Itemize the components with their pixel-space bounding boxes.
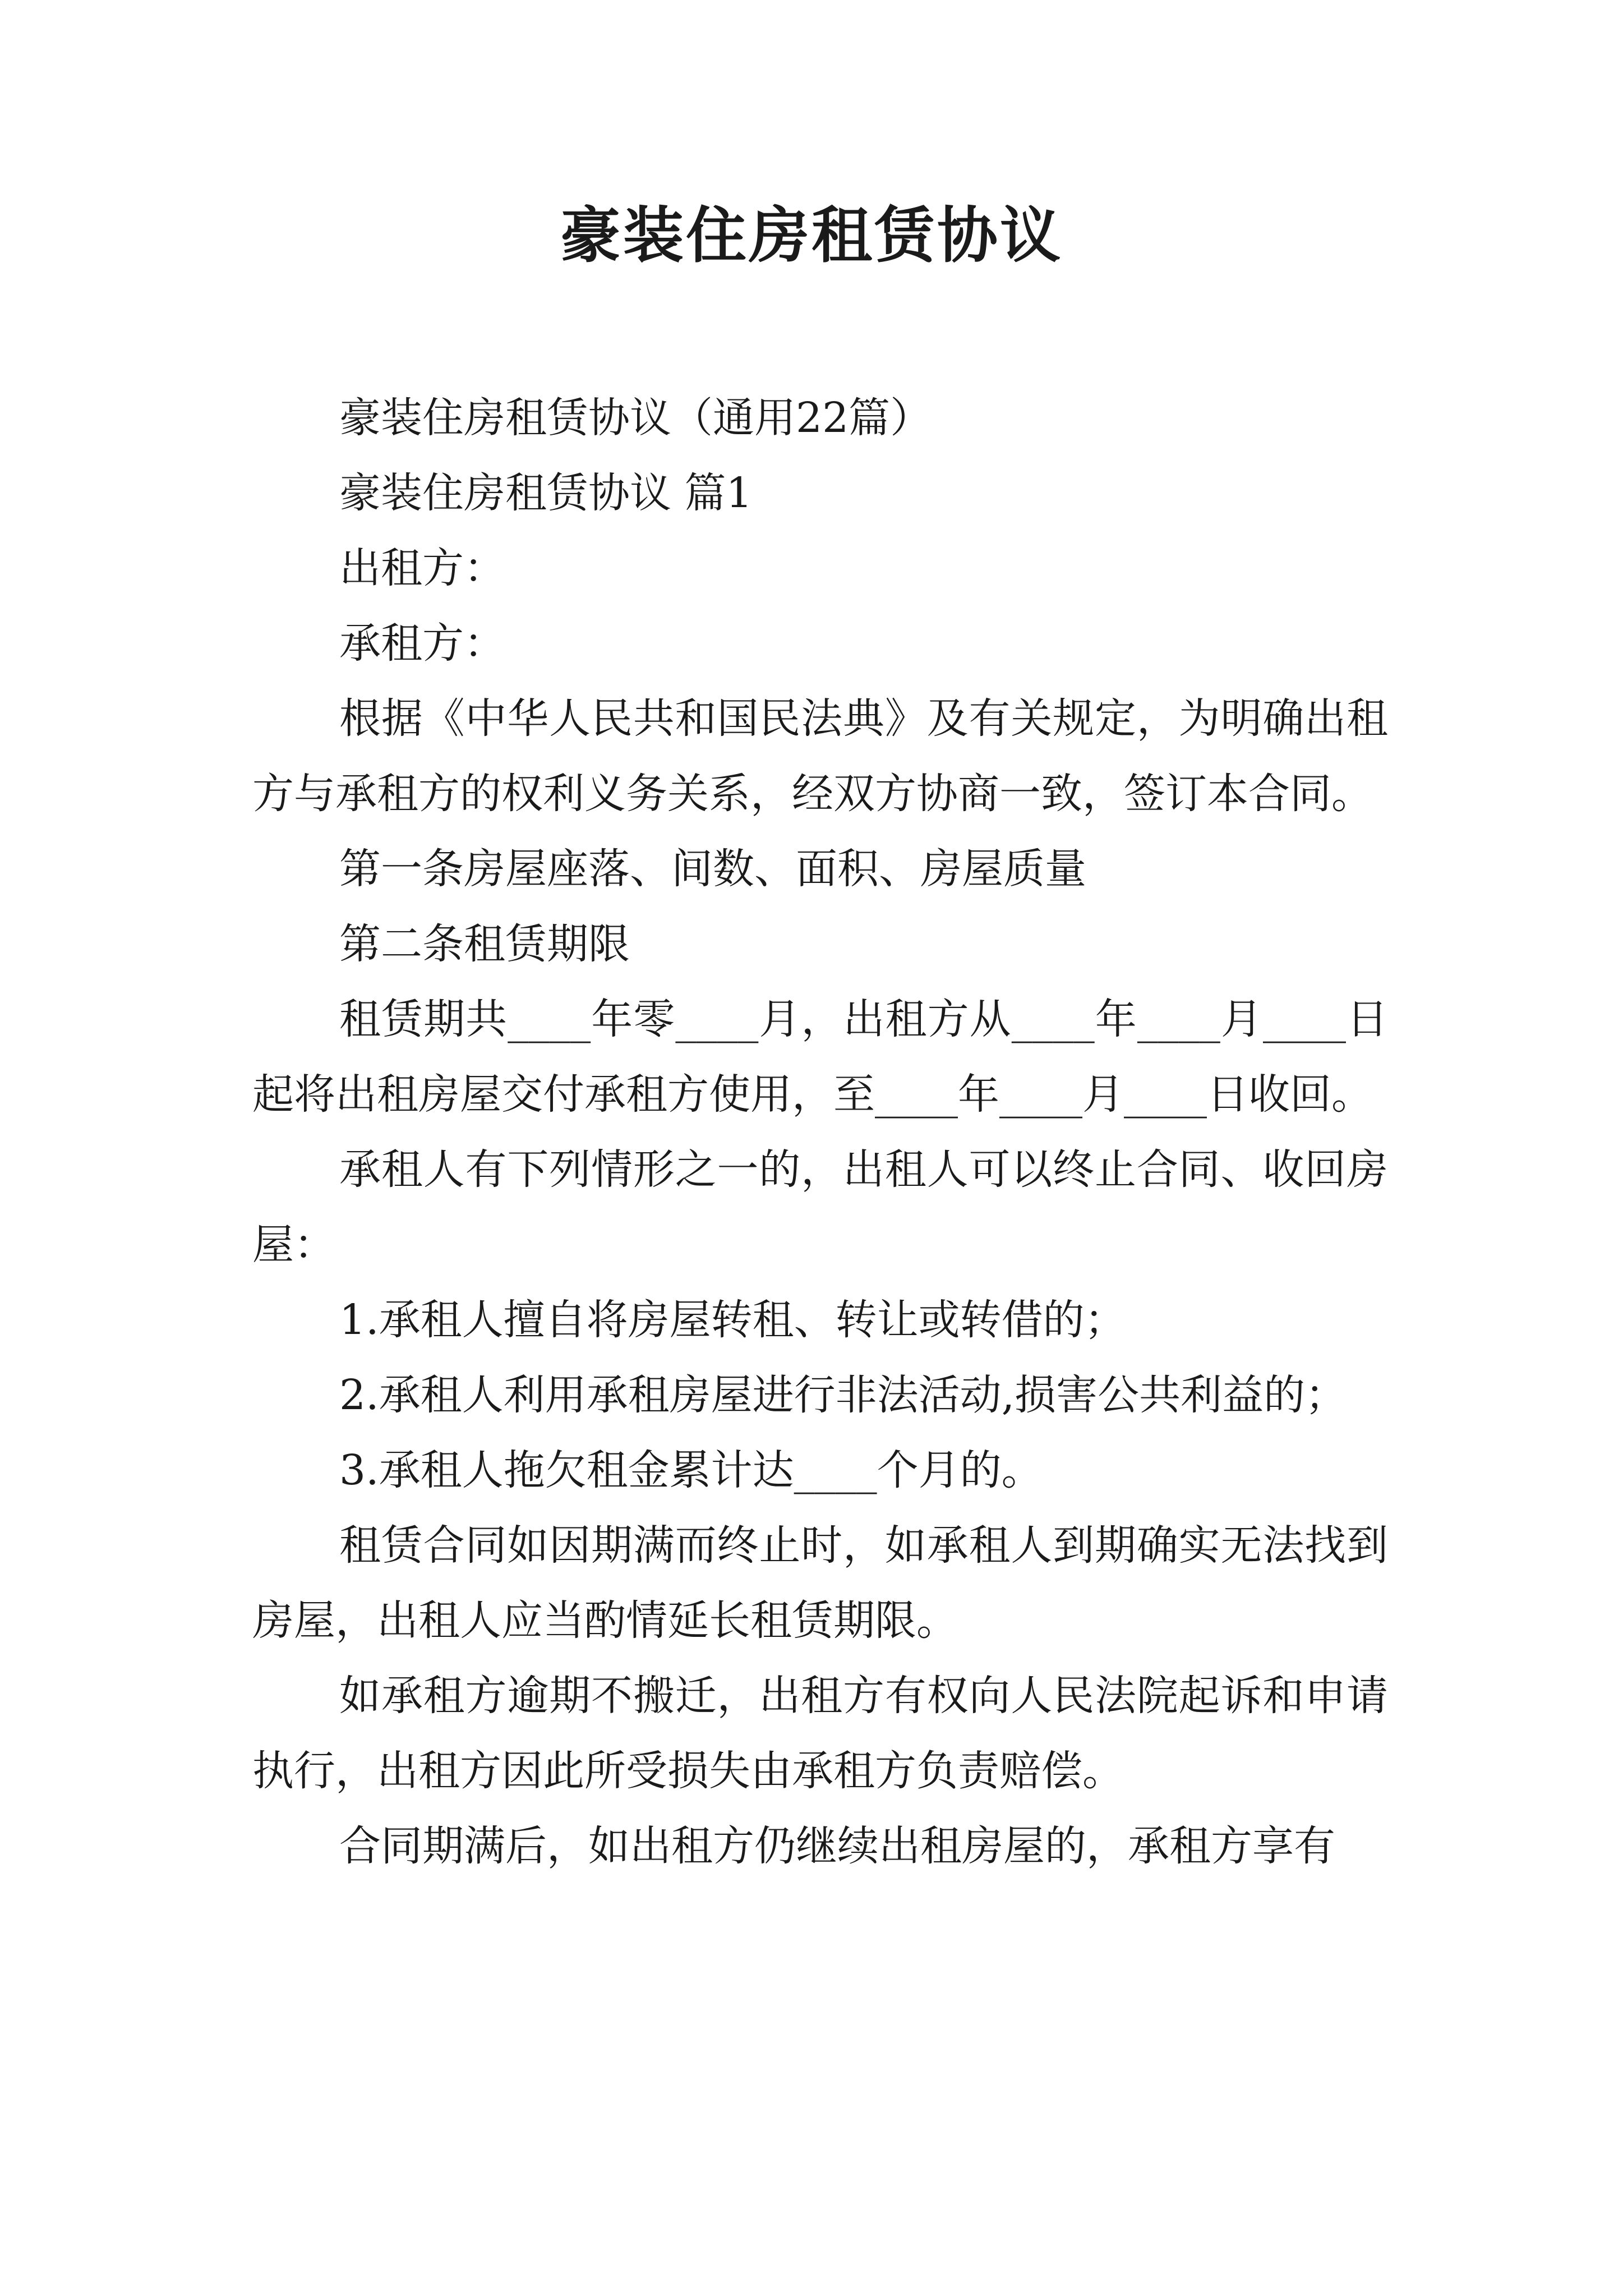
document-title: 豪装住房租赁协议 (560, 200, 1063, 271)
paragraph-section-heading: 豪装住房租赁协议 篇1 (339, 469, 753, 517)
paragraph-lessor: 出租方： (339, 544, 505, 592)
paragraph-article-1: 第一条房屋座落、间数、面积、房屋质量 (339, 845, 1086, 893)
paragraph-overdue-relocation: 如承租方逾期不搬迁，出租方有权向人民法院起诉和申请执行，出租方因此所受损失由承租方负责赔偿。 (252, 1672, 1388, 1795)
paragraph-expiry-extension: 租赁合同如因期满而终止时，如承租人到期确实无法找到房屋，出租人应当酌情延长租赁期限。 (252, 1521, 1388, 1645)
paragraph-condition-3: 3.承租人拖欠租金累计达____个月的。 (339, 1446, 1043, 1494)
paragraph-condition-2: 2.承租人利用承租房屋进行非法活动,损害公共利益的； (339, 1371, 1347, 1419)
paragraph-lessee: 承租方： (339, 619, 505, 668)
paragraph-renewal-priority: 合同期满后，如出租方仍继续出租房屋的，承租方享有 (339, 1822, 1335, 1870)
document-body (252, 380, 1388, 1884)
paragraph-termination-conditions: 承租人有下列情形之一的，出租人可以终止合同、收回房屋： (252, 1145, 1388, 1269)
paragraph-condition-1: 1.承租人擅自将房屋转租、转让或转借的； (339, 1296, 1126, 1344)
paragraph-subtitle: 豪装住房租赁协议（通用22篇） (339, 394, 932, 442)
paragraph-preamble: 根据《中华人民共和国民法典》及有关规定，为明确出租方与承租方的权利义务关系，经双方协商一致，签订本合同。 (252, 694, 1388, 818)
paragraph-article-2: 第二条租赁期限 (339, 920, 630, 968)
paragraph-lease-term: 租赁期共____年零____月，出租方从____年____月____日起将出租房屋交付承租方使用，至____年____月____日收回。 (252, 995, 1388, 1119)
